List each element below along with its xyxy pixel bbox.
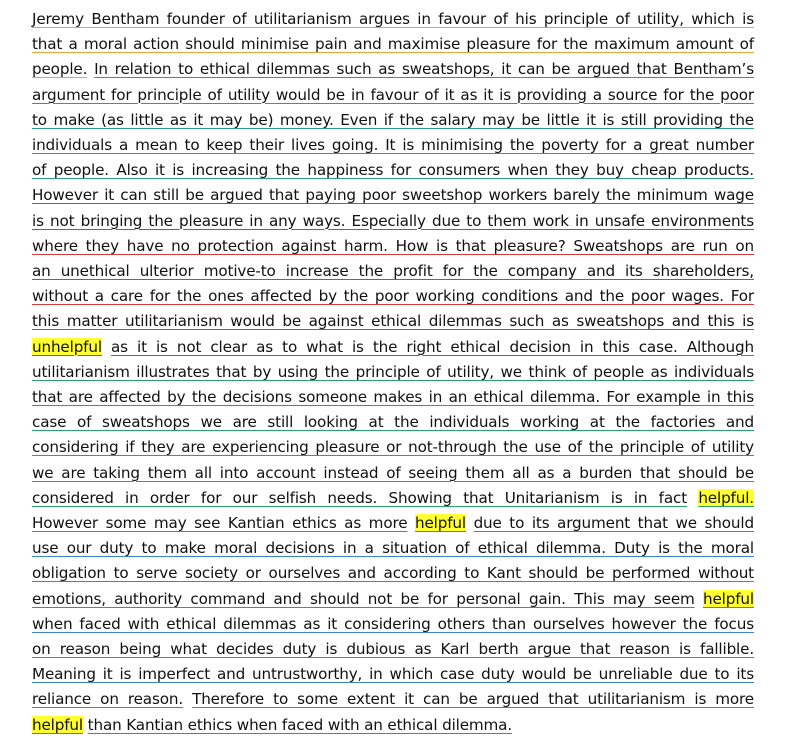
- text-line-23: [32, 561, 754, 586]
- sentence-segment: utilitarianism illustrates that by using the principle of utility, we think of people as individuals: [32, 362, 754, 381]
- sentence-segment: use our duty to make moral decisions in a situation of ethical dilemma. Duty is the moral: [32, 539, 754, 558]
- sentence-segment: as it is not clear as to what is the right ethical decision in this case.: [111, 337, 687, 356]
- text-line-11: [32, 259, 754, 284]
- sentence-segment: without a care for the ones affected by the poor working conditions and the poor wages. For: [32, 287, 754, 306]
- text-line-12: [32, 284, 754, 309]
- text-line-18: [32, 435, 754, 460]
- sentence-segment: people.: [32, 60, 88, 79]
- sentence-segment: on reason being what decides duty is dubious as Karl berth argue that reason is fallible.: [32, 640, 754, 659]
- sentence-segment: of people. Also it is increasing the happiness for consumers when they buy cheap products.: [32, 161, 754, 180]
- text-line-8: [32, 183, 754, 208]
- sentence-segment: considering if they are experiencing pleasure or not-through the use of the principle of utility: [32, 438, 754, 457]
- text-line-2: [32, 32, 754, 57]
- text-line-15: [32, 360, 754, 385]
- text-line-25: [32, 612, 754, 637]
- sentence-segment: argument for principle of utility would be in favour of it as it is providing a source for the poor: [32, 85, 754, 104]
- sentence-segment: when faced with ethical dilemmas as it considering others than ourselves however the focus: [32, 614, 754, 633]
- text-line-20: [32, 486, 754, 511]
- sentence-segment: an unethical ulterior motive-to increase the profit for the company and its shareholders,: [32, 262, 754, 281]
- text-line-6: [32, 133, 754, 158]
- text-line-14: [32, 335, 754, 360]
- sentence-segment: case of sweatshops we are still looking at the individuals working at the factories and: [32, 413, 754, 432]
- text-line-21: [32, 511, 754, 536]
- text-line-24: [32, 587, 754, 612]
- sentence-segment: Jeremy Bentham founder of utilitarianism argues in favour of his principle of utility, which is: [32, 10, 754, 28]
- highlighted-word: helpful: [32, 715, 83, 734]
- sentence-segment: Although: [686, 337, 754, 356]
- sentence-segment: In relation to ethical dilemmas such as sweatshops, it can be argued that Bentham’s: [94, 60, 754, 79]
- text-line-16: [32, 385, 754, 410]
- sentence-segment: individuals a mean to keep their lives going. It is minimising the poverty for a great number: [32, 136, 754, 155]
- text-line-7: [32, 158, 754, 183]
- sentence-segment: However some may see Kantian ethics as more: [32, 514, 408, 533]
- text-line-10: [32, 234, 754, 259]
- sentence-segment: emotions, authority command and should not be for personal gain. This may seem: [32, 589, 695, 608]
- sentence-segment: this matter utilitarianism would be against ethical dilemmas such as sweatshops and this is: [32, 312, 754, 331]
- highlighted-word: helpful: [703, 589, 754, 608]
- sentence-segment: Therefore to some extent it can be argued that utilitarianism is more: [192, 690, 754, 709]
- text-line-22: [32, 536, 754, 561]
- text-line-4: [32, 83, 754, 108]
- text-line-28: [32, 687, 754, 712]
- sentence-segment: is not bringing the pleasure in any ways. Especially due to them work in unsafe environments: [32, 211, 754, 230]
- text-line-5: [32, 108, 754, 133]
- text-line-9: [32, 209, 754, 234]
- sentence-segment: that are affected by the decisions someone makes in an ethical dilemma. For example in this: [32, 388, 754, 407]
- highlighted-word: helpful: [415, 514, 466, 533]
- text-line-13: [32, 309, 754, 334]
- text-line-1: [32, 7, 754, 32]
- text-line-29: [32, 713, 754, 738]
- highlighted-word: unhelpful: [32, 337, 102, 356]
- sentence-segment: than Kantian ethics when faced with an ethical dilemma.: [87, 715, 513, 734]
- text-line-27: [32, 662, 754, 687]
- sentence-segment: to make (as little as it may be) money. Even if the salary may be little it is still providing the: [32, 110, 754, 129]
- sentence-segment: considered in order for our selfish needs. Showing that Unitarianism is in fact: [32, 488, 688, 507]
- sentence-segment: Meaning it is imperfect and untrustworthy, in which case duty would be unreliable due to its: [32, 665, 754, 684]
- sentence-segment: we are taking them all into account instead of seeing them all as a burden that should be: [32, 463, 754, 482]
- text-line-26: [32, 637, 754, 662]
- highlighted-word: helpful.: [698, 488, 754, 507]
- text-line-19: [32, 461, 754, 486]
- sentence-segment: due to its argument that we should: [473, 514, 754, 533]
- sentence-segment: reliance on reason.: [32, 690, 184, 709]
- sentence-segment: However it can still be argued that paying poor sweetshop workers barely the minimum wage: [32, 186, 754, 205]
- sentence-segment: obligation to serve society or ourselves and according to Kant should be performed without: [32, 564, 754, 583]
- text-line-17: [32, 410, 754, 435]
- sentence-segment: where they have no protection against harm. How is that pleasure? Sweatshops are run on: [32, 236, 754, 255]
- text-line-3: [32, 57, 754, 82]
- sentence-segment: that a moral action should minimise pain and maximise pleasure for the maximum amount of: [32, 35, 754, 54]
- essay-document: [32, 7, 754, 738]
